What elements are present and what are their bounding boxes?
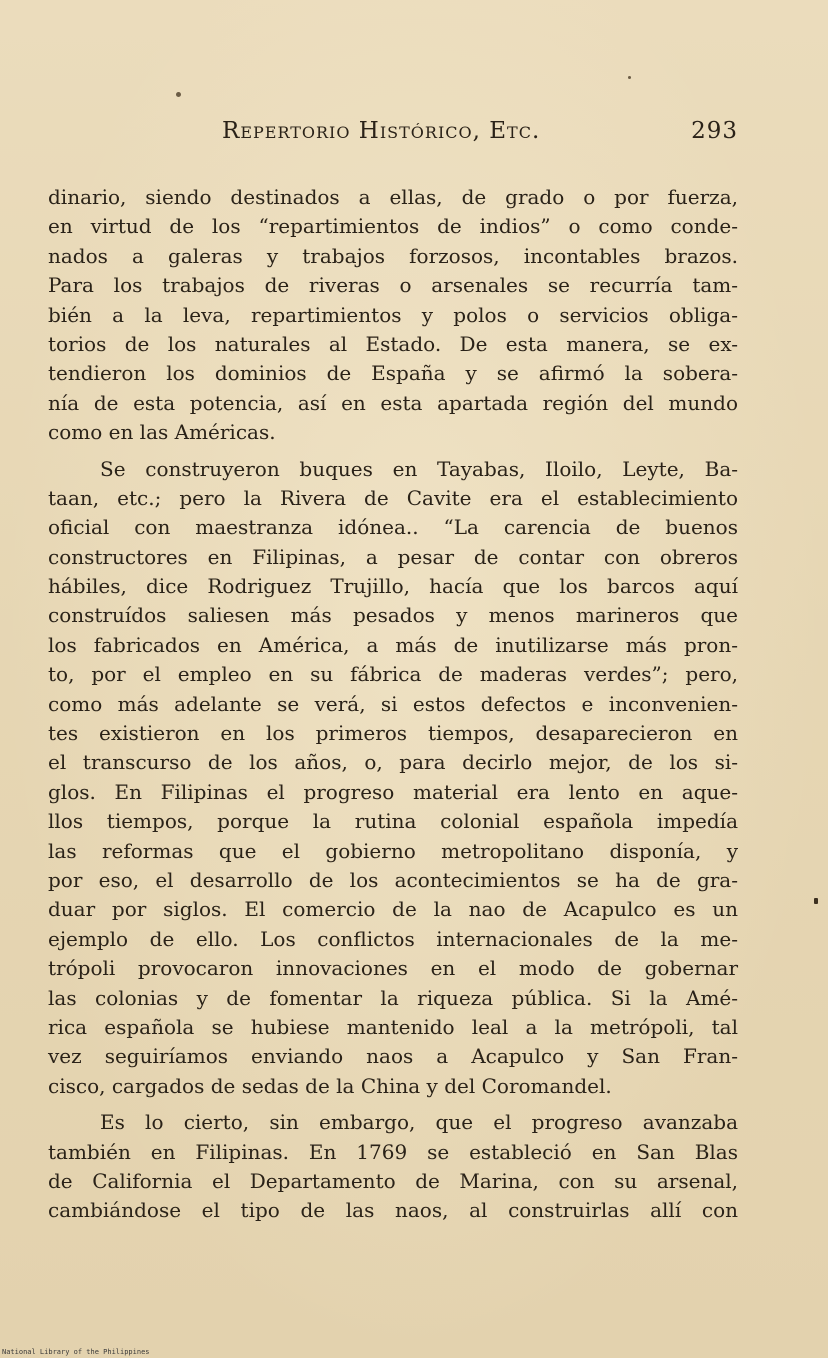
body-text [48, 183, 738, 1226]
text-line: ejemplo de ello. Los conflictos internacionales de la me- [48, 926, 738, 951]
text-line: to, por el empleo en su fábrica de maderas verdes”; pero, [48, 662, 738, 687]
paragraph [48, 455, 738, 1102]
ink-speck [628, 76, 631, 79]
running-title: Repertorio Histórico, Etc. [222, 118, 541, 144]
paragraph [48, 1108, 738, 1226]
text-line: cisco, cargados de sedas de la China y del Coromandel. [48, 1073, 612, 1098]
text-line: llos tiempos, porque la rutina colonial española impedía [48, 809, 738, 834]
text-line: el transcurso de los años, o, para decirlo mejor, de los si- [48, 750, 738, 775]
text-line: Se construyeron buques en Tayabas, Iloilo, Leyte, Ba- [100, 456, 738, 481]
text-line: tendieron los dominios de España y se afirmó la sobera- [48, 361, 738, 386]
paragraph-gap [48, 448, 738, 455]
library-watermark: National Library of the Philippines [2, 1348, 150, 1356]
text-line: en virtud de los “repartimientos de indios” o como conde- [48, 214, 738, 239]
text-line: también en Filipinas. En 1769 se estableció en San Blas [48, 1139, 738, 1164]
page-number: 293 [691, 118, 738, 144]
paragraph [48, 183, 738, 448]
text-line: rica española se hubiese mantenido leal a la metrópoli, tal [48, 1014, 738, 1039]
text-line: dinario, siendo destinados a ellas, de grado o por fuerza, [48, 185, 738, 209]
text-line: torios de los naturales al Estado. De esta manera, se ex- [48, 331, 738, 356]
text-line: Es lo cierto, sin embargo, que el progreso avanzaba [100, 1110, 738, 1135]
text-line: constructores en Filipinas, a pesar de contar con obreros [48, 544, 738, 569]
text-line: hábiles, dice Rodriguez Trujillo, hacía que los barcos aquí [48, 574, 738, 599]
text-line: trópoli provocaron innovaciones en el modo de gobernar [48, 956, 738, 981]
paragraph-gap [48, 1101, 738, 1108]
text-line: las reformas que el gobierno metropolitano disponía, y [48, 838, 738, 863]
text-line: las colonias y de fomentar la riqueza pública. Si la Amé- [48, 985, 738, 1010]
text-line: vez seguiríamos enviando naos a Acapulco y San Fran- [48, 1044, 738, 1069]
text-line: Para los trabajos de riveras o arsenales se recurría tam- [48, 273, 738, 298]
text-line: tes existieron en los primeros tiempos, desaparecieron en [48, 721, 738, 746]
text-line: construídos saliesen más pesados y menos marineros que [48, 603, 738, 628]
text-line: bién a la leva, repartimientos y polos o servicios obliga- [48, 302, 738, 327]
text-line: glos. En Filipinas el progreso material era lento en aque- [48, 779, 738, 804]
ink-speck [176, 92, 181, 97]
running-header [222, 118, 738, 154]
text-line: nados a galeras y trabajos forzosos, incontables brazos. [48, 243, 738, 268]
text-line: de California el Departamento de Marina, con su arsenal, [48, 1168, 738, 1193]
text-line: como en las Américas. [48, 420, 276, 445]
text-line: duar por siglos. El comercio de la nao de Acapulco es un [48, 897, 738, 922]
text-line: oficial con maestranza idónea.. “La carencia de buenos [48, 515, 738, 540]
text-line: taan, etc.; pero la Rivera de Cavite era el establecimiento [48, 485, 738, 510]
text-line: como más adelante se verá, si estos defectos e inconvenien- [48, 691, 738, 716]
text-line: por eso, el desarrollo de los acontecimientos se ha de gra- [48, 867, 738, 892]
text-line: cambiándose el tipo de las naos, al construirlas allí con [48, 1198, 738, 1223]
text-line: los fabricados en América, a más de inutilizarse más pron- [48, 632, 738, 657]
text-line: nía de esta potencia, así en esta apartada región del mundo [48, 390, 738, 415]
ink-speck [814, 898, 818, 904]
